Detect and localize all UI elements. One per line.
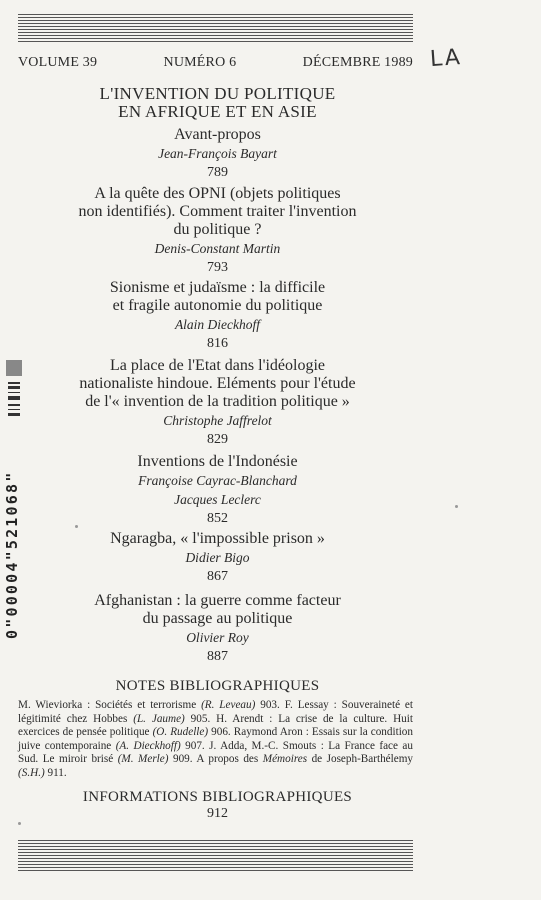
issue-date: DÉCEMBRE 1989 — [302, 55, 413, 70]
issue-header — [18, 55, 413, 71]
toc-entry-page: 887 — [207, 649, 228, 664]
toc-entry — [50, 357, 385, 449]
toc-entry-page: 789 — [207, 165, 228, 180]
toc-title-line: nationaliste hindoue. Eléments pour l'étude — [79, 375, 356, 392]
paper-speck — [18, 822, 21, 825]
toc-entry — [50, 453, 385, 528]
toc-entry-title — [50, 453, 385, 471]
toc-entry-page: 867 — [207, 569, 228, 584]
issue-title-line2: EN AFRIQUE ET EN ASIE — [118, 102, 317, 121]
toc-entry-title — [50, 185, 385, 239]
toc-title-line: Sionisme et judaïsme : la difficile — [109, 279, 326, 296]
toc-entry-author: Jean-François Bayart — [158, 146, 277, 161]
toc-entry-title — [50, 279, 385, 315]
notes-reviewer: (O. Rudelle) — [152, 726, 209, 739]
notes-text: M. Wieviorka : Sociétés et terrorisme — [18, 699, 202, 711]
notes-reviewer: (M. Merle) — [117, 753, 169, 766]
toc-entry-title — [50, 592, 385, 628]
toc-entry-author: Denis-Constant Martin — [154, 241, 281, 256]
notes-reviewer: (R. Leveau) — [201, 699, 256, 711]
notes-body — [18, 699, 413, 781]
toc-title-line: La place de l'Etat dans l'idéologie — [109, 357, 325, 374]
bottom-rule-band — [18, 840, 413, 873]
toc-title-line: du politique ? — [173, 221, 262, 238]
toc-entry-title — [50, 126, 385, 144]
toc-entry-author: Alain Dieckhoff — [174, 317, 261, 332]
toc-entry — [50, 592, 385, 666]
paper-speck — [455, 505, 458, 508]
toc-title-line: Afghanistan : la guerre comme facteur — [94, 592, 341, 609]
toc-entry-author: Christophe Jaffrelot — [163, 413, 272, 428]
notes-text: 905. H. Arendt : La crise de la culture. Huit exercices de pensée politique — [18, 712, 413, 739]
info-page-number: 912 — [207, 806, 228, 821]
volume-label: VOLUME 39 — [18, 55, 98, 70]
toc-entry-page: 852 — [207, 511, 228, 526]
toc-title-line: A la quête des OPNI (objets politiques — [94, 185, 341, 202]
top-rule-band — [18, 14, 413, 44]
toc-entry-page: 816 — [207, 336, 228, 351]
notes-text: 911. — [44, 766, 67, 779]
toc-entry — [50, 185, 385, 277]
toc-title-line: Avant-propos — [174, 126, 261, 143]
handwritten-mark: LA — [429, 44, 463, 73]
toc-title-line: Ngaragba, « l'impossible prison » — [110, 530, 325, 547]
toc-title-line: Inventions de l'Indonésie — [137, 453, 298, 470]
notes-text: 903. F. Lessay : Souveraineté et légitimité chez Hobbes — [18, 699, 414, 725]
notes-text: 906. Raymond Aron : Essais sur la condition juive contemporaine — [18, 726, 413, 752]
issue-title — [40, 85, 395, 121]
barcode-number: 0"00004"521068" — [3, 470, 21, 639]
toc-entry-author: Jacques Leclerc — [174, 492, 261, 507]
notes-text: de Joseph-Barthélemy — [307, 753, 413, 766]
notes-text: 909. A propos des — [168, 753, 263, 766]
toc-entry-title — [50, 357, 385, 411]
toc-entry-author: Françoise Cayrac-Blanchard — [138, 473, 297, 488]
issue-title-line1: L'INVENTION DU POLITIQUE — [99, 84, 336, 103]
toc-entry — [50, 279, 385, 353]
toc-title-line: de l'« invention de la tradition politique » — [85, 393, 350, 410]
toc-title-line: non identifiés). Comment traiter l'invention — [78, 203, 357, 220]
toc-entry-page: 829 — [207, 432, 228, 447]
notes-reviewer: (S.H.) — [18, 766, 45, 779]
notes-reviewer: (L. Jaume) — [133, 712, 185, 725]
toc-entry-author: Didier Bigo — [185, 550, 250, 565]
notes-reviewer: Mémoires — [262, 753, 308, 766]
toc-entry-title — [50, 530, 385, 548]
toc-entry — [50, 126, 385, 182]
toc-entry — [50, 530, 385, 586]
toc-title-line: du passage au politique — [142, 610, 293, 627]
toc-entry-page: 793 — [207, 260, 228, 275]
paper-speck — [75, 525, 78, 528]
notes-heading: NOTES BIBLIOGRAPHIQUES — [115, 678, 320, 694]
notes-reviewer: (A. Dieckhoff) — [115, 739, 181, 752]
issue-number: NUMÉRO 6 — [163, 55, 237, 70]
toc-entry-author: Olivier Roy — [186, 630, 249, 645]
info-heading: INFORMATIONS BIBLIOGRAPHIQUES — [82, 789, 353, 805]
notes-text: 907. J. Adda, M.-C. Smouts : La France face au Sud. Le miroir brisé — [18, 739, 413, 766]
toc-title-line: et fragile autonomie du politique — [112, 297, 323, 314]
